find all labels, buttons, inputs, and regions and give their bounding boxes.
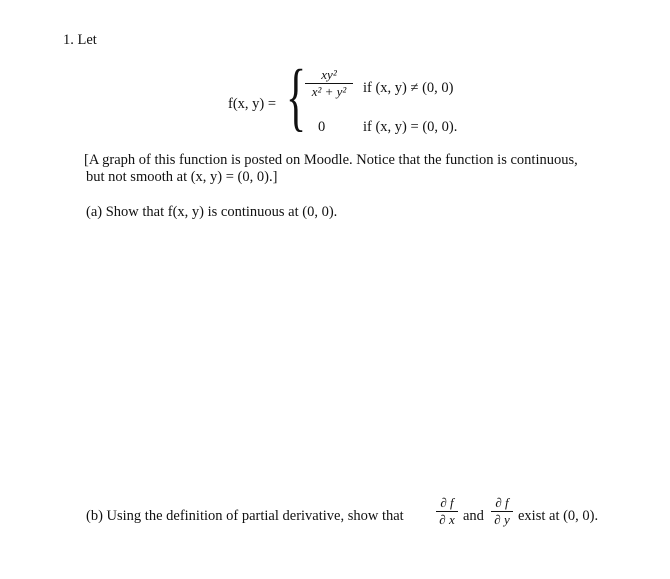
note-line-1: [A graph of this function is posted on Moodle. Notice that the function is continuous, [84,152,578,168]
fraction-denominator: ∂ y [494,512,510,527]
case2-condition: if (x, y) = (0, 0). [363,119,458,135]
case1-fraction [305,68,353,99]
case2-value: 0 [318,119,326,135]
fraction-numerator: ∂ f [440,495,454,510]
left-brace: { [286,55,307,139]
partial-f-x-fraction [436,496,458,527]
function-lhs: f(x, y) = [228,96,277,112]
partial-f-y-fraction [491,496,513,527]
case1-condition: if (x, y) ≠ (0, 0) [363,80,454,96]
problem-number: 1. [63,32,74,48]
case1-numerator: xy² [321,67,337,82]
note-line-2: but not smooth at (x, y) = (0, 0).] [86,169,278,185]
part-b-tail: exist at (0, 0). [518,508,599,524]
fraction-denominator: ∂ x [439,512,455,527]
part-b-text: (b) Using the definition of partial derivative, show that [86,508,404,524]
case1-denominator: x² + y² [311,84,347,99]
problem-heading [63,32,97,48]
connector-and: and [463,508,484,524]
part-a: (a) Show that f(x, y) is continuous at (0, 0). [86,204,338,220]
problem-intro: Let [77,32,97,48]
fraction-numerator: ∂ f [495,495,509,510]
